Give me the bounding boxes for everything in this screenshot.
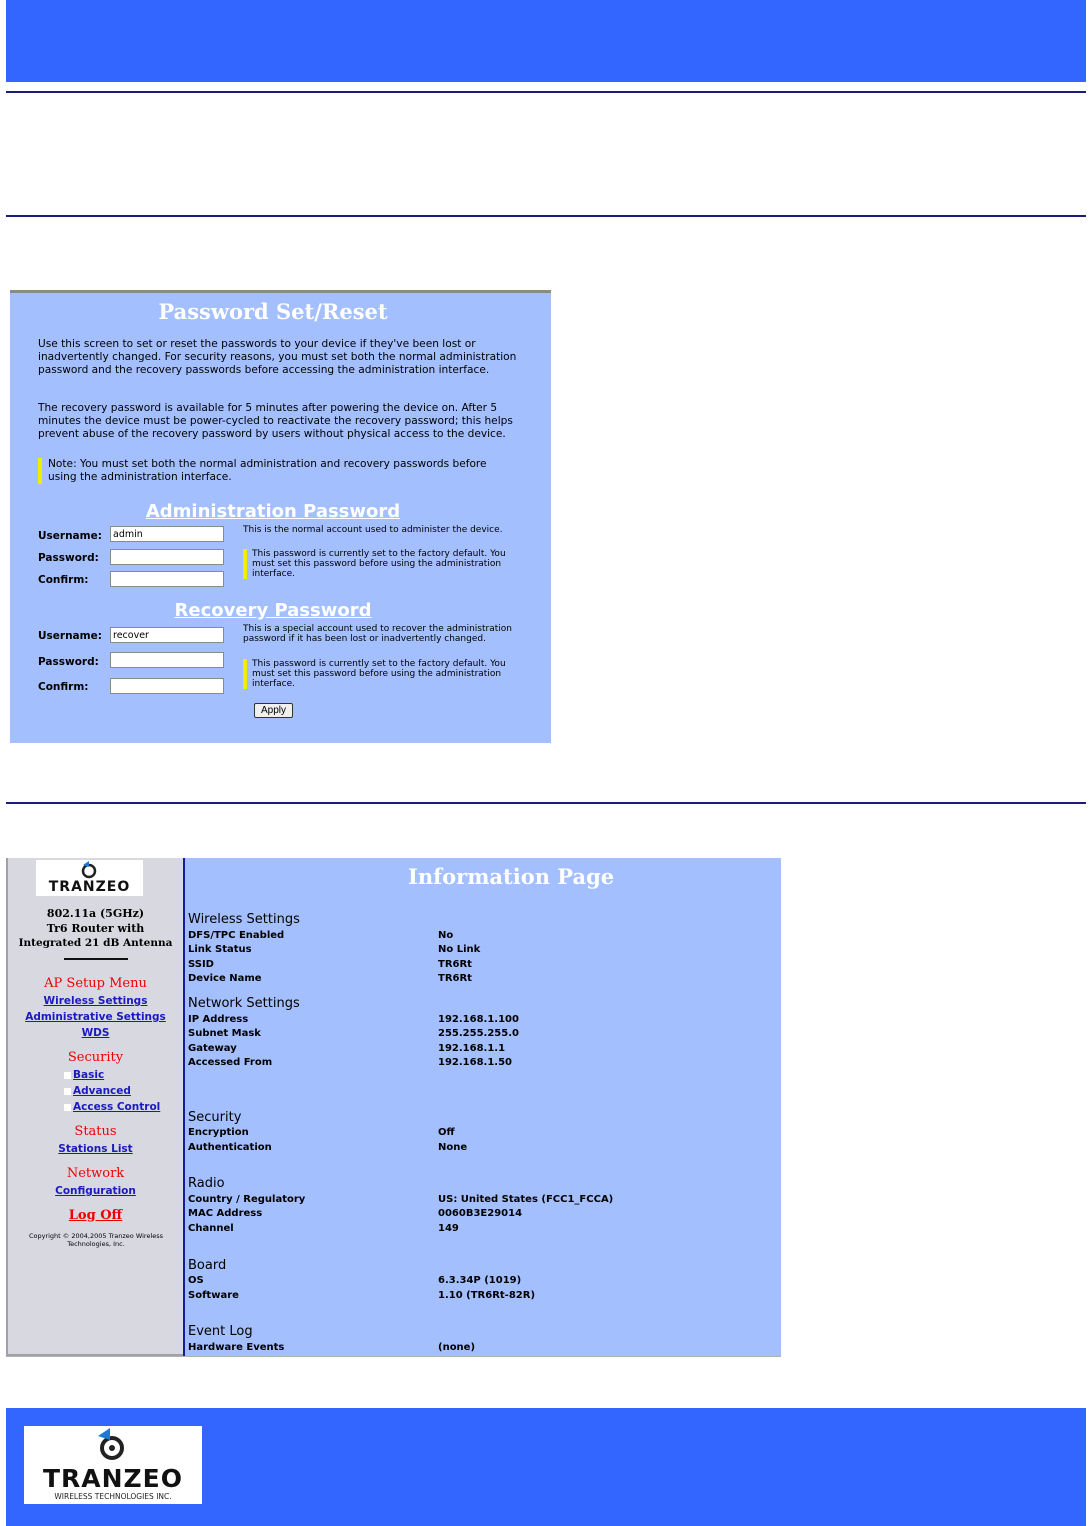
- admin-description: This is the normal account used to administer the device.: [243, 525, 503, 535]
- log-off-link[interactable]: Log Off: [68, 1208, 123, 1223]
- recovery-description: This is a special account used to recover the administration password if it has been lost or inadvertently changed.: [243, 624, 512, 644]
- info-status-bar: [6, 1356, 781, 1366]
- network-section-title: Network: [66, 1166, 125, 1181]
- admin-password-heading: Administration Password: [145, 501, 401, 522]
- password-page-title: Password Set/Reset: [158, 299, 388, 324]
- wireless-settings-link[interactable]: Wireless Settings: [43, 995, 148, 1007]
- info-sidebar-divider: [183, 858, 185, 1356]
- device-name-label: Device Name: [188, 973, 262, 984]
- accessed-from-value: 192.168.1.50: [438, 1057, 513, 1068]
- admin-username-input[interactable]: [110, 526, 224, 542]
- subnet-mask-value: 255.255.255.0: [438, 1028, 519, 1039]
- admin-confirm-label: Confirm:: [38, 574, 89, 586]
- basic-link[interactable]: Basic: [64, 1069, 104, 1081]
- admin-factory-warning: This password is currently set to the factory default. You must set this password before using the administration interface.: [243, 549, 516, 579]
- header-band: [6, 0, 1086, 82]
- event-log-heading: Event Log: [188, 1324, 253, 1339]
- network-settings-heading: Network Settings: [188, 996, 300, 1011]
- recovery-confirm-input[interactable]: [110, 678, 224, 694]
- gateway-value: 192.168.1.1: [438, 1043, 506, 1054]
- authentication-value: None: [438, 1142, 468, 1153]
- info-screenshot: [6, 858, 781, 1365]
- sidebar-logo-text: TRANZEO: [48, 879, 131, 895]
- wireless-settings-heading: Wireless Settings: [188, 912, 300, 927]
- os-label: OS: [188, 1275, 204, 1286]
- bullet-icon: [64, 1088, 71, 1095]
- country-label: Country / Regulatory: [188, 1194, 306, 1205]
- status-section-title: Status: [74, 1124, 117, 1139]
- admin-confirm-input[interactable]: [110, 571, 224, 587]
- encryption-label: Encryption: [188, 1127, 249, 1138]
- product-line-1: 802.11a (5GHz): [46, 907, 145, 920]
- ap-setup-menu-title: AP Setup Menu: [44, 976, 147, 991]
- software-label: Software: [188, 1290, 239, 1301]
- footer-tagline: WIRELESS TECHNOLOGIES INC.: [54, 1492, 172, 1501]
- board-heading: Board: [188, 1258, 227, 1273]
- recovery-username-label: Username:: [38, 630, 102, 642]
- info-sidebar: [6, 858, 183, 1356]
- channel-value: 149: [438, 1223, 459, 1234]
- admin-password-input[interactable]: [110, 549, 224, 565]
- subnet-mask-label: Subnet Mask: [188, 1028, 261, 1039]
- section-rule-2: [6, 802, 1086, 804]
- info-page-title: Information Page: [408, 864, 615, 889]
- product-line-3: Integrated 21 dB Antenna: [18, 937, 173, 949]
- mac-address-label: MAC Address: [188, 1208, 263, 1219]
- configuration-link[interactable]: Configuration: [55, 1185, 136, 1197]
- security-heading: Security: [188, 1110, 242, 1125]
- link-status-value: No Link: [438, 944, 481, 955]
- admin-password-label: Password:: [38, 552, 99, 564]
- recovery-username-input[interactable]: [110, 627, 224, 643]
- hardware-events-value: (none): [438, 1342, 476, 1353]
- ip-address-label: IP Address: [188, 1014, 249, 1025]
- software-value: 1.10 (TR6Rt-82R): [438, 1290, 536, 1301]
- footer-logo: [24, 1426, 202, 1504]
- hardware-events-label: Hardware Events: [188, 1342, 285, 1353]
- link-status-label: Link Status: [188, 944, 252, 955]
- recovery-info-text: The recovery password is available for 5 minutes after powering the device on. After 5 minutes the device must be power-cycled to reactivate the recovery password; this helps prevent abuse of the recovery password by users without physical access to the device.: [38, 402, 513, 440]
- ssid-label: SSID: [188, 959, 214, 970]
- bullet-icon: [64, 1104, 71, 1111]
- sidebar-logo: [36, 860, 143, 896]
- encryption-value: Off: [438, 1127, 455, 1138]
- ip-address-value: 192.168.1.100: [438, 1014, 519, 1025]
- administrative-settings-link[interactable]: Administrative Settings: [25, 1011, 166, 1023]
- section-rule: [6, 215, 1086, 217]
- password-intro-text: Use this screen to set or reset the passwords to your device if they've been lost or inadvertently changed. For security reasons, you must set both the normal administration password and the recovery passwords before accessing the administration interface.: [38, 338, 517, 376]
- wds-link[interactable]: WDS: [81, 1027, 110, 1039]
- radio-heading: Radio: [188, 1176, 225, 1191]
- accessed-from-label: Accessed From: [188, 1057, 273, 1068]
- mac-address-value: 0060B3E29014: [438, 1208, 523, 1219]
- apply-button[interactable]: Apply: [254, 703, 293, 718]
- device-name-value: TR6Rt: [438, 973, 472, 984]
- header-rule: [6, 91, 1086, 93]
- product-line-2: Tr6 Router with: [46, 922, 145, 935]
- copyright-text: Copyright © 2004,2005 Tranzeo Wireless Technologies, Inc.: [28, 1232, 164, 1248]
- authentication-label: Authentication: [188, 1142, 272, 1153]
- footer-brand: TRANZEO: [42, 1464, 184, 1493]
- security-section-title: Security: [67, 1050, 124, 1065]
- bullet-icon: [64, 1072, 71, 1079]
- stations-list-link[interactable]: Stations List: [58, 1143, 133, 1155]
- recovery-password-label: Password:: [38, 656, 99, 668]
- channel-label: Channel: [188, 1223, 234, 1234]
- recovery-factory-warning: This password is currently set to the factory default. You must set this password before using the administration interface.: [243, 659, 516, 689]
- dfs-value: No: [438, 930, 454, 941]
- ssid-value: TR6Rt: [438, 959, 472, 970]
- recovery-confirm-label: Confirm:: [38, 681, 89, 693]
- note-text: Note: You must set both the normal administration and recovery passwords before using the administration interface.: [38, 458, 518, 484]
- admin-username-label: Username:: [38, 530, 102, 542]
- dfs-label: DFS/TPC Enabled: [188, 930, 285, 941]
- advanced-link[interactable]: Advanced: [64, 1085, 131, 1097]
- country-value: US: United States (FCC1_FCCA): [438, 1194, 614, 1205]
- password-screenshot: [10, 290, 551, 743]
- recovery-password-input[interactable]: [110, 652, 224, 668]
- recovery-password-heading: Recovery Password: [174, 600, 372, 621]
- gateway-label: Gateway: [188, 1043, 237, 1054]
- sidebar-divider: [64, 958, 128, 960]
- os-value: 6.3.34P (1019): [438, 1275, 522, 1286]
- access-control-link[interactable]: Access Control: [64, 1101, 160, 1113]
